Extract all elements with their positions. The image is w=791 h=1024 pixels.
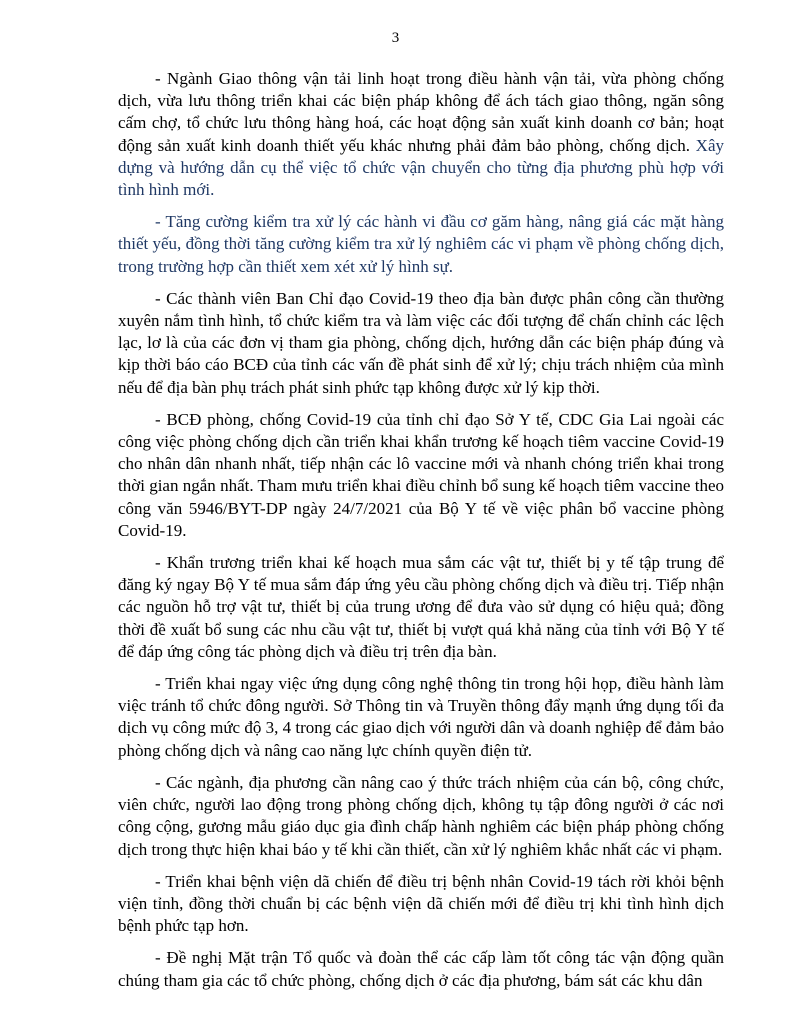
paragraph-responsibility [118, 772, 724, 861]
paragraph-fatherland-front [118, 947, 724, 991]
paragraph-text: - Khẩn trương triển khai kế hoạch mua sắm các vật tư, thiết bị y tế tập trung để đăng ký ngay Bộ Y tế mua sắm đáp ứng yêu cầu phòng chống dịch và điều trị. Tiếp nhận các nguồn hỗ trợ vật tư, thiết bị của trung ương để đưa vào sử dụng có hiệu quả; đồng thời đề xuất bổ sung các nhu cầu vật tư, thiết bị vượt quá khả năng của tỉnh với Bộ Y tế để đáp ứng công tác phòng dịch và điều trị trên địa bàn. [118, 553, 724, 661]
paragraph-text: - Triển khai ngay việc ứng dụng công nghệ thông tin trong hội họp, điều hành làm việc tránh tổ chức đông người. Sở Thông tin và Truyền thông đẩy mạnh ứng dụng tối đa dịch vụ công mức độ 3, 4 trong các giao dịch với người dân và doanh nghiệp để đảm bảo phòng chống dịch và nâng cao năng lực chính quyền điện tử. [118, 674, 724, 760]
paragraph-text: - Ngành Giao thông vận tải linh hoạt trong điều hành vận tải, vừa phòng chống dịch, vừa lưu thông triển khai các biện pháp không để ách tách giao thông, ngăn sông cấm chợ, tổ chức lưu thông hàng hoá, các hoạt động sản xuất kinh doanh cơ bản; hoạt động sản xuất kinh doanh thiết yếu khác nhưng phải đảm bảo phòng, chống dịch. [118, 69, 724, 155]
paragraph-vaccination [118, 409, 724, 542]
document-body [118, 68, 724, 1002]
paragraph-text: - Các thành viên Ban Chỉ đạo Covid-19 theo địa bàn được phân công cần thường xuyên nắm tình hình, tổ chức kiểm tra và làm việc các đối tượng để chấn chỉnh các lệch lạc, lơ là của các đơn vị tham gia phòng, chống dịch, hướng dẫn các biện pháp đúng và kịp thời báo cáo BCĐ của tỉnh các vấn đề phát sinh để xử lý; chịu trách nhiệm của mình nếu để địa bàn phụ trách phát sinh phức tạp không được xử lý kịp thời. [118, 288, 724, 397]
page-number: 3 [391, 30, 400, 46]
paragraph-highlight-text: - Tăng cường kiểm tra xử lý các hành vi đầu cơ găm hàng, nâng giá các mặt hàng thiết yếu, đồng thời tăng cường kiểm tra xử lý nghiêm các vi phạm về phòng chống dịch, trong trường hợp cần thiết xem xét xử lý hình sự. [118, 212, 724, 276]
paragraph-it-application [118, 673, 724, 762]
paragraph-text: - Triển khai bệnh viện dã chiến để điều trị bệnh nhân Covid-19 tách rời khỏi bệnh viện tỉnh, đồng thời chuẩn bị các bệnh viện dã chiến mới để điều trị khi tình hình dịch bệnh phức tạp hơn. [118, 871, 724, 936]
paragraph-text: - Đề nghị Mặt trận Tổ quốc và đoàn thể các cấp làm tốt công tác vận động quần chúng tham gia các tổ chức phòng, chống dịch ở các địa phương, bám sát các khu dân [118, 948, 724, 990]
paragraph-medical-supplies [118, 552, 724, 663]
paragraph-text: - BCĐ phòng, chống Covid-19 của tỉnh chỉ đạo Sở Y tế, CDC Gia Lai ngoài các công việc phòng chống dịch cần triển khai khẩn trương kế hoạch tiêm vaccine Covid-19 cho nhân dân nhanh nhất, tiếp nhận các lô vaccine mới và nhanh chóng triển khai trong thời gian ngắn nhất. Tham mưu triển khai điều chỉnh bổ sung kế hoạch tiêm vaccine theo công văn 5946/BYT-DP ngày 24/7/2021 của Bộ Y tế về việc phân bổ vaccine phòng Covid-19. [118, 409, 724, 540]
paragraph-inspection [118, 211, 724, 278]
paragraph-field-hospital [118, 871, 724, 938]
paragraph-transport [118, 68, 724, 201]
paragraph-text: - Các ngành, địa phương cần nâng cao ý thức trách nhiệm của cán bộ, công chức, viên chức, người lao động trong phòng chống dịch, không tụ tập đông người ở các nơi công cộng, gương mẫu giáo dục gia đình chấp hành nghiêm các biện pháp phòng chống dịch trong thực hiện khai báo y tế khi cần thiết, cần xử lý nghiêm khắc nhất các vi phạm. [118, 772, 724, 859]
paragraph-steering-committee [118, 288, 724, 399]
paragraph-highlight-text: Xây dựng và hướng dẫn cụ thể việc tổ chức vận chuyển cho từng địa phương phù hợp với tình hình mới. [118, 135, 724, 200]
